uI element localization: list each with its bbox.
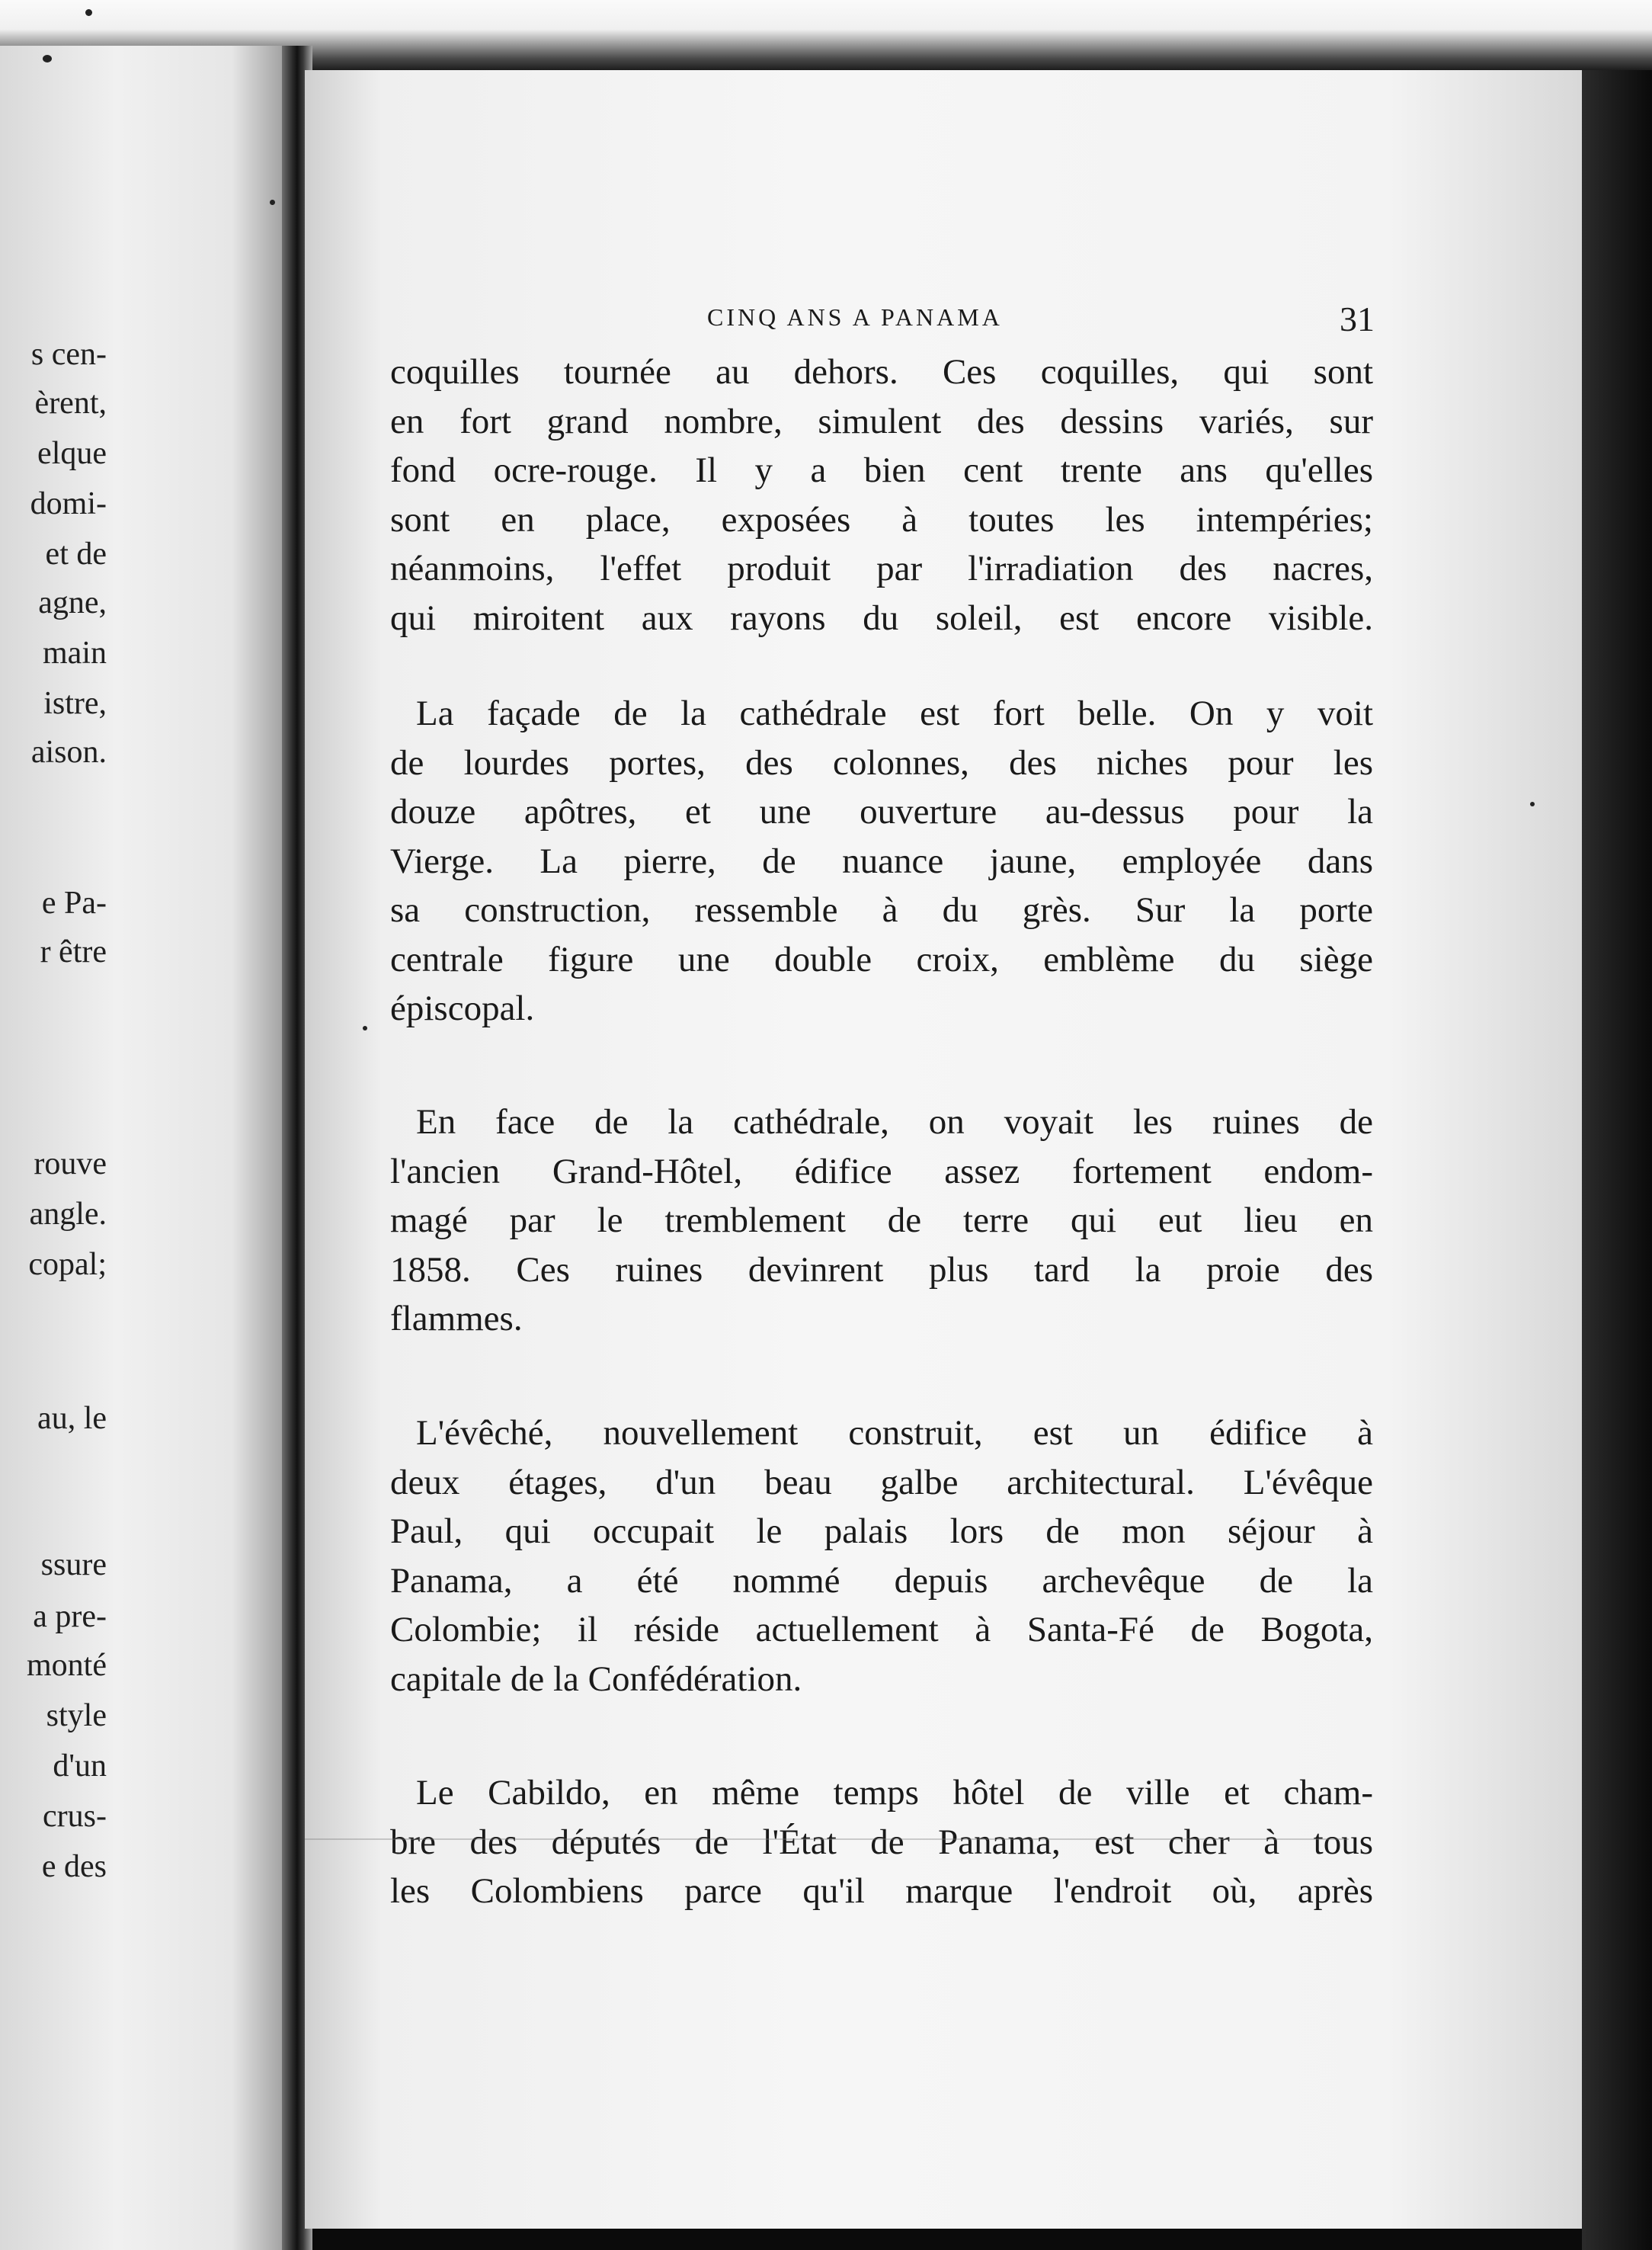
- fragment-line: s cen-: [30, 337, 107, 372]
- paragraph: [390, 689, 1373, 1034]
- fragment-line: et de: [45, 537, 107, 572]
- fragment-line: style: [46, 1698, 107, 1733]
- fragment-line: aison.: [30, 735, 107, 770]
- fragment-line: domi-: [30, 486, 107, 521]
- fragment-line: copal;: [28, 1247, 107, 1282]
- text-line: Vierge. La pierre, de nuance jaune, employée dans: [390, 841, 1373, 881]
- text-line: sa construction, ressemble à du grès. Sur la porte: [390, 890, 1373, 930]
- text-line: magé par le tremblement de terre qui eut lieu en: [390, 1200, 1373, 1240]
- text-line: En face de la cathédrale, on voyait les ruines de: [416, 1102, 1373, 1142]
- text-line: 1858. Ces ruines devinrent plus tard la proie des: [390, 1249, 1373, 1290]
- text-line: épiscopal.: [390, 989, 535, 1028]
- fragment-line: agne,: [38, 585, 107, 620]
- text-line: bre des députés de l'État de Panama, est cher à tous: [390, 1822, 1373, 1862]
- text-line: les Colombiens parce qu'il marque l'endroit où, après: [390, 1871, 1373, 1911]
- text-line: en fort grand nombre, simulent des dessins variés, sur: [390, 401, 1373, 441]
- paragraph: [390, 1098, 1373, 1344]
- fragment-line: au, le: [37, 1401, 107, 1436]
- fragment-line: monté: [27, 1648, 107, 1683]
- scan-speck: [85, 9, 92, 16]
- scan-speck: [43, 55, 52, 62]
- text-line: qui miroitent aux rayons du soleil, est encore visible.: [390, 598, 1373, 638]
- fragment-line: main: [43, 636, 107, 671]
- text-line: L'évêché, nouvellement construit, est un édifice à: [416, 1413, 1373, 1453]
- scan-right-edge: [1582, 70, 1652, 2250]
- text-line: sont en place, exposées à toutes les intempéries;: [390, 499, 1373, 540]
- text-line: l'ancien Grand-Hôtel, édifice assez fortement endom-: [390, 1151, 1373, 1191]
- text-line: flammes.: [390, 1299, 523, 1338]
- fragment-line: a pre-: [33, 1599, 107, 1634]
- text-line: Panama, a été nommé depuis archevêque de la: [390, 1560, 1373, 1601]
- text-line: Colombie; il réside actuellement à Santa-Fé de Bogota,: [390, 1610, 1373, 1649]
- previous-page-text: [0, 0, 107, 2250]
- text-line: Le Cabildo, en même temps hôtel de ville et cham-: [416, 1773, 1373, 1812]
- text-line: fond ocre-rouge. Il y a bien cent trente ans qu'elles: [390, 450, 1373, 490]
- paragraph: [390, 348, 1373, 643]
- fragment-line: angle.: [29, 1197, 107, 1232]
- scan-scratch: [305, 1838, 1349, 1840]
- text-line: douze apôtres, et une ouverture au-dessus pour la: [390, 792, 1373, 832]
- text-line: capitale de la Confédération.: [390, 1659, 802, 1699]
- page-number: 31: [1340, 300, 1375, 338]
- fragment-line: ssure: [40, 1547, 107, 1582]
- fragment-line: crus-: [43, 1799, 107, 1834]
- fragment-line: istre,: [43, 686, 107, 721]
- paragraph: [390, 1409, 1373, 1704]
- fragment-line: r être: [40, 934, 107, 970]
- scan-speck: [363, 1026, 367, 1030]
- fragment-line: elque: [37, 436, 107, 471]
- scan-speck: [270, 200, 275, 205]
- fragment-line: èrent,: [34, 386, 107, 421]
- text-line: coquilles tournée au dehors. Ces coquilles, qui sont: [390, 352, 1373, 392]
- fragment-line: e des: [41, 1849, 107, 1884]
- scan-speck: [1530, 802, 1535, 806]
- text-line: centrale figure une double croix, emblème du siège: [390, 939, 1373, 979]
- fragment-line: d'un: [53, 1748, 107, 1784]
- text-line: de lourdes portes, des colonnes, des niches pour les: [390, 742, 1373, 783]
- fragment-line: e Pa-: [41, 886, 107, 921]
- text-line: deux étages, d'un beau galbe architectural. L'évêque: [390, 1462, 1373, 1502]
- running-head: CINQ ANS A PANAMA: [707, 303, 1003, 331]
- text-line: Paul, qui occupait le palais lors de mon séjour à: [390, 1511, 1373, 1551]
- text-line: La façade de la cathédrale est fort belle. On y voit: [416, 694, 1373, 733]
- paragraph: [390, 1768, 1373, 1916]
- fragment-line: rouve: [34, 1146, 107, 1181]
- text-line: néanmoins, l'effet produit par l'irradiation des nacres,: [390, 549, 1373, 588]
